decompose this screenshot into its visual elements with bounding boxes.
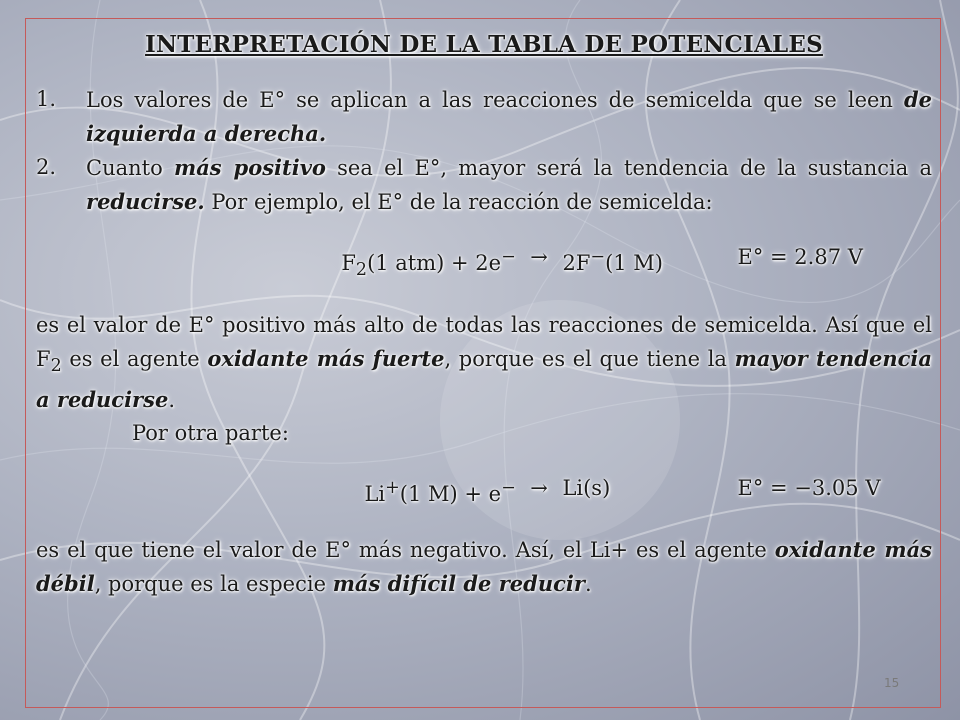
text-run: sea el E°, mayor será la tendencia de la sustancia a <box>325 156 932 180</box>
emphasis-text: oxidante más fuerte <box>207 346 445 372</box>
superscript: − <box>501 478 516 499</box>
equation-products <box>562 241 737 287</box>
emphasis-text: mayor tendencia a reducirse <box>36 346 932 413</box>
superscript: + <box>385 478 400 499</box>
emphasis-text: reducirse. <box>86 189 205 214</box>
text-run: . <box>584 572 592 597</box>
text-run: (1 atm) + 2e <box>367 251 502 275</box>
list-item-text <box>86 83 932 151</box>
emphasis-text: más positivo <box>173 155 326 180</box>
text-run: es el agente <box>61 347 208 372</box>
arrow-icon: → <box>530 476 548 501</box>
paragraph-transition: Por otra parte: <box>132 421 289 446</box>
subscript: 2 <box>50 356 62 377</box>
list-item-text <box>86 151 932 219</box>
superscript: − <box>501 247 516 267</box>
equation-lithium <box>36 472 932 511</box>
list-number: 1. <box>36 87 57 111</box>
text-run: , porque es el que tiene la <box>444 347 735 372</box>
text-run: Cuanto <box>86 156 174 180</box>
equation-potential: E° = 2.87 V <box>737 245 863 269</box>
emphasis-text: más difícil de reducir <box>332 571 585 597</box>
equation-reactants <box>224 472 516 511</box>
text-run: es el valor de E° positivo más alto de todas las reacciones de semicelda. Así que el F <box>36 313 932 372</box>
text-run: Por ejemplo, el E° de la reacción de semicelda: <box>204 190 713 214</box>
slide-title: INTERPRETACIÓN DE LA TABLA DE POTENCIALES <box>145 31 823 58</box>
subscript: 2 <box>355 260 368 281</box>
paragraph-fluorine <box>36 309 932 417</box>
emphasis-text: oxidante más débil <box>36 537 932 597</box>
equation-potential: E° = −3.05 V <box>737 476 881 501</box>
text-run: . <box>168 388 175 413</box>
list-number: 2. <box>36 155 57 179</box>
equation-products: Li(s) <box>562 476 611 501</box>
paragraph-lithium <box>36 533 932 601</box>
page-number: 15 <box>884 676 900 690</box>
text-run: es el que tiene el valor de E° más negativo. Así, el Li+ es el agente <box>36 538 775 563</box>
slide-content <box>36 28 932 601</box>
equation-reactants <box>224 241 516 287</box>
text-run: Los valores de E° se aplican a las reacciones de semicelda que se leen <box>86 88 904 112</box>
list-item-1 <box>36 83 932 151</box>
arrow-icon: → <box>530 245 548 269</box>
text-run: (1 M) + e <box>399 482 502 507</box>
superscript: − <box>590 247 606 267</box>
equation-fluorine <box>36 241 932 287</box>
emphasis-text: de izquierda a derecha. <box>86 87 932 146</box>
text-run: F <box>341 251 356 275</box>
list-item-2 <box>36 151 932 219</box>
text-run: 2F <box>562 251 591 275</box>
text-run: (1 M) <box>605 251 663 275</box>
text-run: , porque es la especie <box>94 572 333 597</box>
text-run: Li <box>364 482 386 507</box>
